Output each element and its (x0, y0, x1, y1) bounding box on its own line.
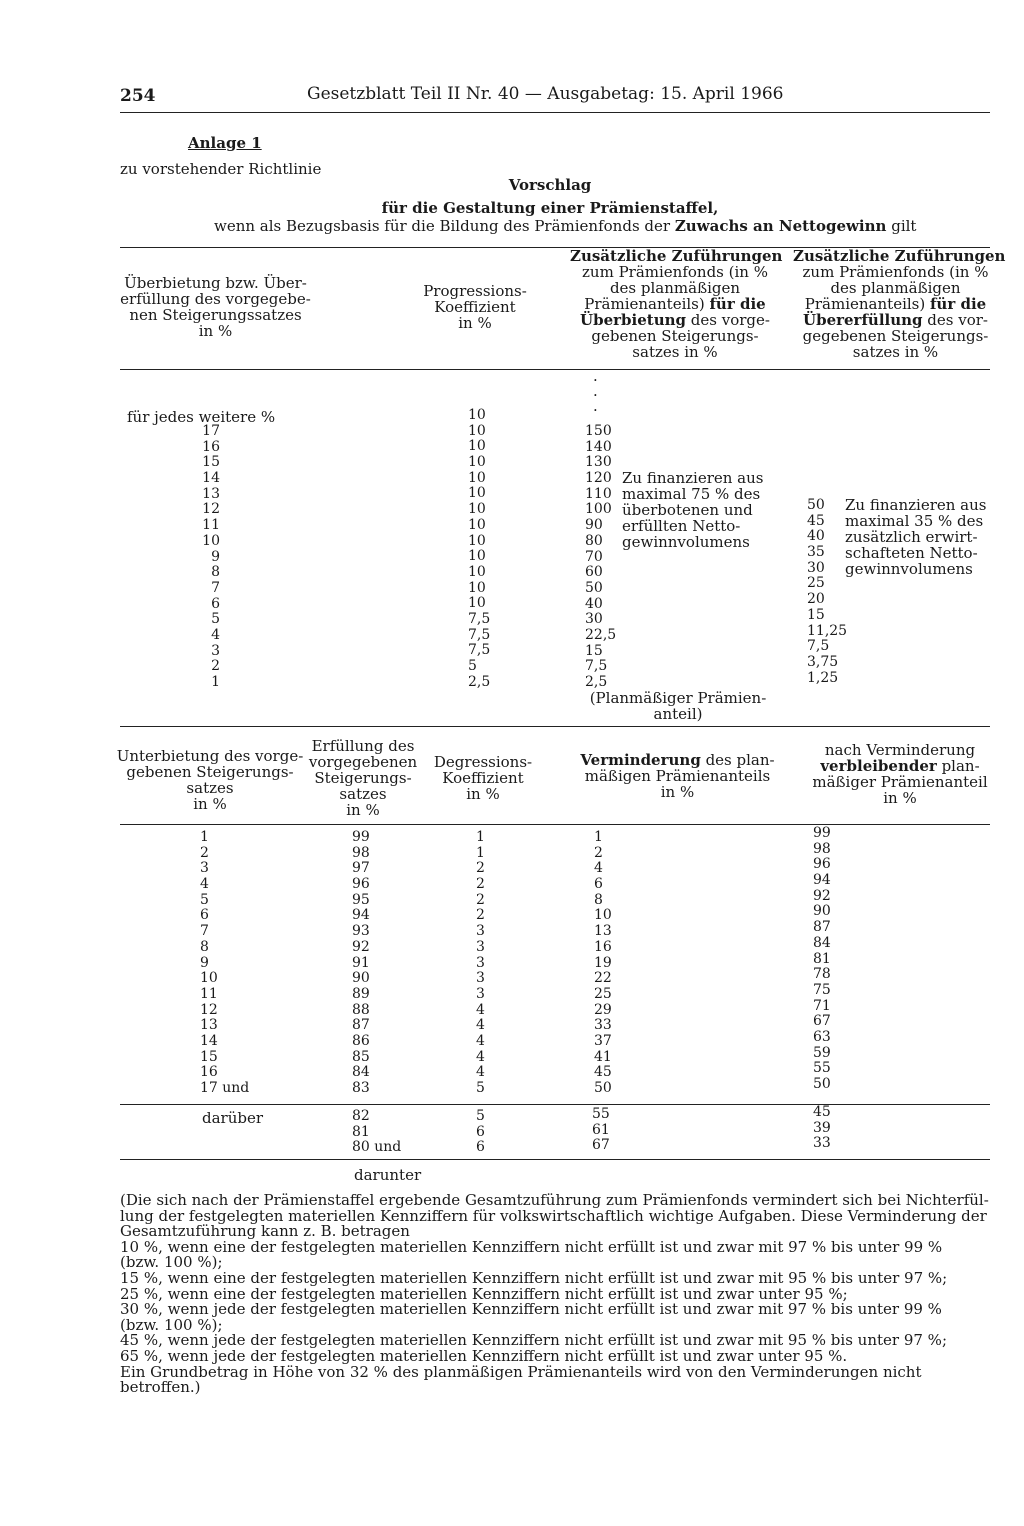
underbid-cell: 17 und (200, 1080, 250, 1096)
degression-cell: 4 (476, 1048, 485, 1065)
beyond-degression-cell: 6 (476, 1123, 485, 1140)
footnote (120, 1193, 990, 1396)
remaining-cell: 96 (813, 856, 831, 873)
progression-cell: 10 (468, 438, 486, 455)
header-rule (120, 112, 990, 113)
beyond-fulfilment-cell: 81 (352, 1123, 370, 1140)
progression-cell: 10 (468, 563, 486, 580)
additions-overbid-cell: 30 (585, 611, 603, 628)
additions-overbid-cell: 60 (585, 564, 603, 581)
progression-cell: 10 (468, 516, 486, 533)
additions-overbid-cell: 150 (585, 423, 612, 439)
first-row-label: für jedes weitere % (127, 408, 276, 426)
additions-overfulfil-cell: 30 (807, 559, 825, 576)
additions-overbid-cell: 40 (585, 595, 603, 612)
progression-column (468, 408, 518, 690)
underbid-cell: 10 (200, 970, 218, 987)
underbid-column (200, 830, 280, 1097)
progression-cell: 10 (468, 532, 486, 549)
additions-overbid-cell: 70 (585, 548, 603, 565)
footnote-line: betroffen.) (120, 1378, 201, 1397)
lower-header-col3: Degressions- Koeffizient in % (433, 753, 533, 803)
additions-overfulfil-cell: 50 (807, 497, 825, 513)
additions-overfulfil-cell: 40 (807, 528, 825, 545)
additions-overbid-cell: 80 (585, 532, 603, 549)
overbid-cell: 17 (202, 423, 220, 439)
upper-header-col3: Zusätzliche Zuführungen zum Prämienfonds (in % des planmäßigen Prämienanteils) für die Überbietung des vorge- gebenen Steigerungs- satzes in % (570, 247, 783, 361)
additions-overbid-cell: 110 (585, 485, 612, 502)
footnote-line: (bzw. 100 %); (120, 1315, 223, 1334)
degression-cell: 3 (476, 970, 485, 987)
progression-cell: 2,5 (468, 673, 491, 690)
overbid-cell: 11 (202, 517, 220, 534)
reduction-cell: 33 (594, 1017, 612, 1034)
progression-cell: 7,5 (468, 642, 491, 659)
reduction-cell: 2 (594, 844, 603, 861)
progression-cell: 10 (468, 485, 486, 502)
reduction-cell: 10 (594, 907, 612, 924)
reduction-cell: 41 (594, 1048, 612, 1065)
remaining-cell: 90 (813, 903, 831, 920)
reduction-cell: 45 (594, 1064, 612, 1081)
additions-overbid-cell: 15 (585, 642, 603, 659)
beyond-reduction-cell: 55 (592, 1106, 610, 1122)
degression-cell: 3 (476, 985, 485, 1002)
degression-cell: 1 (476, 829, 485, 845)
remaining-cell: 63 (813, 1028, 831, 1045)
footnote-line: 65 %, wenn jede der festgelegten materiellen Kennziffern nicht erfüllt ist und zwar unter 95 %. (120, 1346, 848, 1365)
lower-header-col1: Unterbietung des vorge- gebenen Steigerungs- satzes in % (116, 747, 304, 813)
remaining-column (813, 826, 853, 1093)
upper-header-col2: Progressions- Koeffizient in % (423, 282, 527, 332)
remaining-cell: 59 (813, 1044, 831, 1061)
fulfilment-cell: 89 (352, 985, 370, 1002)
remaining-cell: 98 (813, 840, 831, 857)
fulfilment-cell: 95 (352, 891, 370, 908)
remaining-cell: 50 (813, 1076, 831, 1092)
page-number: 254 (120, 86, 156, 106)
underbid-cell: 16 (200, 1064, 218, 1081)
remaining-cell: 84 (813, 934, 831, 951)
footnote-line: 10 %, wenn eine der festgelegten materiellen Kennziffern nicht erfüllt ist und zwar mit 97 % bis unter 99 % (120, 1237, 943, 1256)
fulfilment-cell: 84 (352, 1064, 370, 1081)
remaining-cell: 75 (813, 981, 831, 998)
fulfilment-cell: 87 (352, 1017, 370, 1034)
footnote-line: 45 %, wenn jede der festgelegten materiellen Kennziffern nicht erfüllt ist und zwar mit 95 % bis unter 97 %; (120, 1331, 947, 1350)
reduction-cell: 29 (594, 1001, 612, 1018)
fulfilment-cell: 83 (352, 1080, 370, 1096)
overbid-cell: 5 (211, 611, 220, 628)
fulfilment-cell: 97 (352, 860, 370, 877)
remaining-cell: 55 (813, 1060, 831, 1077)
beyond-remaining-column (813, 1105, 853, 1152)
reduction-cell: 16 (594, 938, 612, 955)
overbid-cell: 14 (202, 470, 220, 487)
reduction-cell: 50 (594, 1080, 612, 1096)
lower-header-col5: nach Verminderung verbleibender plan- mäßiger Prämienanteil in % (812, 741, 988, 807)
fulfilment-cell: 99 (352, 829, 370, 845)
annex-label: Anlage 1 (188, 134, 262, 152)
lower-header-rule (120, 824, 990, 825)
lower-header-col4: Verminderung des plan- mäßigen Prämienanteils in % (580, 751, 775, 801)
degression-column (476, 830, 506, 1097)
remaining-cell: 81 (813, 950, 831, 967)
additions-overfulfil-cell: 35 (807, 544, 825, 561)
underbid-cell: 8 (200, 938, 209, 955)
upper-header-col4: Zusätzliche Zuführungen zum Prämienfonds (in % des planmäßigen Prämienanteils) für die Übererfüllung des vor- gegebenen Steigerungs- satzes in % (793, 247, 1006, 361)
note-overfulfil: Zu finanzieren aus maximal 35 % des zusätzlich erwirt- schafteten Netto- gewinnvolumens (845, 496, 987, 578)
underbid-cell: 6 (200, 907, 209, 924)
fulfilment-cell: 88 (352, 1001, 370, 1018)
footnote-line: (Die sich nach der Prämienstaffel ergebende Gesamtzuführung zum Prämienfonds vermindert sich bei Nichterfül- (120, 1191, 989, 1209)
footnote-line: 30 %, wenn jede der festgelegten materiellen Kennziffern nicht erfüllt ist und zwar mit 97 % bis unter 99 % (120, 1300, 942, 1319)
lower-header-col2: Erfüllung des vorgegebenen Steigerungs- satzes in % (308, 737, 418, 819)
degression-cell: 2 (476, 891, 485, 908)
remaining-cell: 87 (813, 919, 831, 936)
reduction-cell: 6 (594, 876, 603, 893)
overbid-cell: 6 (211, 595, 220, 612)
upper-header-rule (120, 369, 990, 370)
title-line-2: für die Gestaltung einer Prämienstaffel, (381, 199, 719, 217)
overbid-cell: 12 (202, 501, 220, 518)
degression-cell: 2 (476, 907, 485, 924)
underbid-cell: 3 (200, 860, 209, 877)
overbid-cell: 4 (211, 626, 220, 643)
overbid-cell: 9 (211, 548, 220, 565)
underbid-cell: 4 (200, 876, 209, 893)
reduction-cell: 4 (594, 860, 603, 877)
remaining-cell: 99 (813, 825, 831, 841)
additions-overbid-cell: 120 (585, 470, 612, 487)
additions-overbid-cell: 22,5 (585, 626, 617, 643)
progression-cell: 10 (468, 548, 486, 565)
beyond-degression-column (476, 1109, 506, 1156)
fulfilment-cell: 90 (352, 970, 370, 987)
additions-overfulfil-cell: 20 (807, 591, 825, 608)
additions-overbid-cell: 2,5 (585, 674, 608, 690)
remaining-cell: 94 (813, 872, 831, 889)
reduction-cell: 22 (594, 970, 612, 987)
planned-share-note: (Planmäßiger Prämien- anteil) (589, 689, 767, 723)
underbid-cell: 2 (200, 844, 209, 861)
upper-header-col1: Überbietung bzw. Über- erfüllung des vorgegebe- nen Steigerungssatzes in % (120, 274, 311, 340)
additions-overbid-cell: 130 (585, 454, 612, 471)
progression-cell: 7,5 (468, 610, 491, 627)
beyond-reduction-cell: 61 (592, 1121, 610, 1138)
remaining-cell: 71 (813, 997, 831, 1014)
fulfilment-cell: 86 (352, 1032, 370, 1049)
fulfilment-cell: 96 (352, 876, 370, 893)
fulfilment-column (352, 830, 412, 1097)
underbid-cell: 15 (200, 1048, 218, 1065)
underbid-cell: 11 (200, 985, 218, 1002)
progression-cell: 10 (468, 501, 486, 518)
degression-cell: 2 (476, 860, 485, 877)
fulfilment-cell: 91 (352, 954, 370, 971)
reduction-cell: 8 (594, 891, 603, 908)
remaining-cell: 67 (813, 1013, 831, 1030)
progression-cell: 10 (468, 454, 486, 471)
reduction-cell: 1 (594, 829, 603, 845)
progression-cell: 10 (468, 579, 486, 596)
progression-cell: 10 (468, 407, 486, 423)
degression-cell: 4 (476, 1001, 485, 1018)
underbid-cell: 9 (200, 954, 209, 971)
annex-subtitle: zu vorstehender Richtlinie (120, 160, 322, 178)
underbid-cell: 7 (200, 923, 209, 940)
degression-cell: 1 (476, 844, 485, 861)
beyond-reduction-cell: 67 (592, 1137, 610, 1154)
beyond-reduction-column (592, 1107, 632, 1154)
overbid-cell: 16 (202, 438, 220, 455)
upper-table-bottom-rule (120, 726, 990, 727)
progression-cell: 5 (468, 658, 477, 674)
underbid-cell: 1 (200, 829, 209, 845)
additions-overbid-cell: 90 (585, 517, 603, 534)
continuation-dots: · · · (593, 371, 598, 419)
beyond-fulfilment-column (352, 1109, 432, 1156)
degression-cell: 2 (476, 876, 485, 893)
reduction-cell: 19 (594, 954, 612, 971)
additions-overfulfil-cell: 1,25 (807, 669, 839, 686)
reduction-column (594, 830, 634, 1097)
progression-cell: 10 (468, 422, 486, 439)
additions-overbid-column (585, 424, 625, 691)
beyond-degression-cell: 6 (476, 1139, 485, 1156)
additions-overfulfil-cell: 3,75 (807, 653, 839, 670)
overbid-cell: 3 (211, 642, 220, 659)
running-title: Gesetzblatt Teil II Nr. 40 — Ausgabetag: 15. April 1966 (307, 84, 784, 104)
beyond-fulfilment-cell: 80 und (352, 1139, 402, 1156)
progression-cell: 10 (468, 595, 486, 612)
overbid-cell: 8 (211, 564, 220, 581)
degression-cell: 4 (476, 1032, 485, 1049)
footnote-line: Ein Grundbetrag in Höhe von 32 % des planmäßigen Prämienanteils wird von den Verminderungen nicht (120, 1362, 922, 1381)
reduction-cell: 13 (594, 923, 612, 940)
additions-overfulfil-cell: 7,5 (807, 638, 830, 655)
additions-overfulfil-cell: 45 (807, 512, 825, 529)
footnote-line: 15 %, wenn eine der festgelegten materiellen Kennziffern nicht erfüllt ist und zwar mit 95 % bis unter 97 %; (120, 1268, 948, 1287)
note-overbid: Zu finanzieren aus maximal 75 % des überbotenen und erfüllten Netto- gewinnvolumens (622, 469, 764, 551)
underbid-cell: 14 (200, 1032, 218, 1049)
degression-cell: 4 (476, 1017, 485, 1034)
beyond-label: darüber (202, 1109, 264, 1127)
lower-table-bottom-rule (120, 1159, 990, 1160)
additions-overbid-cell: 100 (585, 501, 612, 518)
fulfilment-cell: 85 (352, 1048, 370, 1065)
beyond-rule (120, 1104, 990, 1105)
remaining-cell: 78 (813, 966, 831, 983)
additions-overbid-cell: 50 (585, 579, 603, 596)
overbid-cell: 1 (211, 674, 220, 690)
underbid-cell: 12 (200, 1001, 218, 1018)
footnote-line: lung der festgelegten materiellen Kennziffern für volkswirtschaftlich wichtige Aufgaben. Diese Verminderung der (120, 1206, 987, 1225)
overbid-cell: 2 (211, 658, 220, 675)
overbid-column (180, 424, 220, 691)
additions-overfulfil-cell: 15 (807, 606, 825, 623)
beyond-remaining-cell: 39 (813, 1119, 831, 1136)
beyond-remaining-cell: 45 (813, 1104, 831, 1120)
footnote-line: (bzw. 100 %); (120, 1253, 223, 1272)
overbid-cell: 10 (202, 532, 220, 549)
title-line-3: wenn als Bezugsbasis für die Bildung des Prämienfonds der Zuwachs an Nettogewinn gilt (214, 217, 917, 235)
fulfilment-cell: 93 (352, 923, 370, 940)
reduction-cell: 25 (594, 985, 612, 1002)
overbid-cell: 15 (202, 454, 220, 471)
additions-overbid-cell: 7,5 (585, 658, 608, 675)
underbid-cell: 5 (200, 891, 209, 908)
reduction-cell: 37 (594, 1032, 612, 1049)
overbid-cell: 7 (211, 579, 220, 596)
below-label: darunter (354, 1166, 422, 1184)
footnote-line: Gesamtzuführung kann z. B. betragen (120, 1222, 410, 1241)
beyond-remaining-cell: 33 (813, 1135, 831, 1152)
additions-overfulfil-cell: 25 (807, 575, 825, 592)
progression-cell: 10 (468, 469, 486, 486)
remaining-cell: 92 (813, 887, 831, 904)
degression-cell: 3 (476, 938, 485, 955)
progression-cell: 7,5 (468, 626, 491, 643)
fulfilment-cell: 98 (352, 844, 370, 861)
degression-cell: 5 (476, 1080, 485, 1096)
footnote-line: 25 %, wenn eine der festgelegten materiellen Kennziffern nicht erfüllt ist und zwar unter 95 %; (120, 1284, 848, 1303)
underbid-cell: 13 (200, 1017, 218, 1034)
fulfilment-cell: 92 (352, 938, 370, 955)
additions-overfulfil-cell: 11,25 (807, 622, 848, 639)
degression-cell: 3 (476, 923, 485, 940)
degression-cell: 3 (476, 954, 485, 971)
additions-overbid-cell: 140 (585, 438, 612, 455)
degression-cell: 4 (476, 1064, 485, 1081)
beyond-fulfilment-cell: 82 (352, 1108, 370, 1124)
overbid-cell: 13 (202, 485, 220, 502)
title-line-1: Vorschlag (508, 176, 592, 194)
fulfilment-cell: 94 (352, 907, 370, 924)
beyond-degression-cell: 5 (476, 1108, 485, 1124)
